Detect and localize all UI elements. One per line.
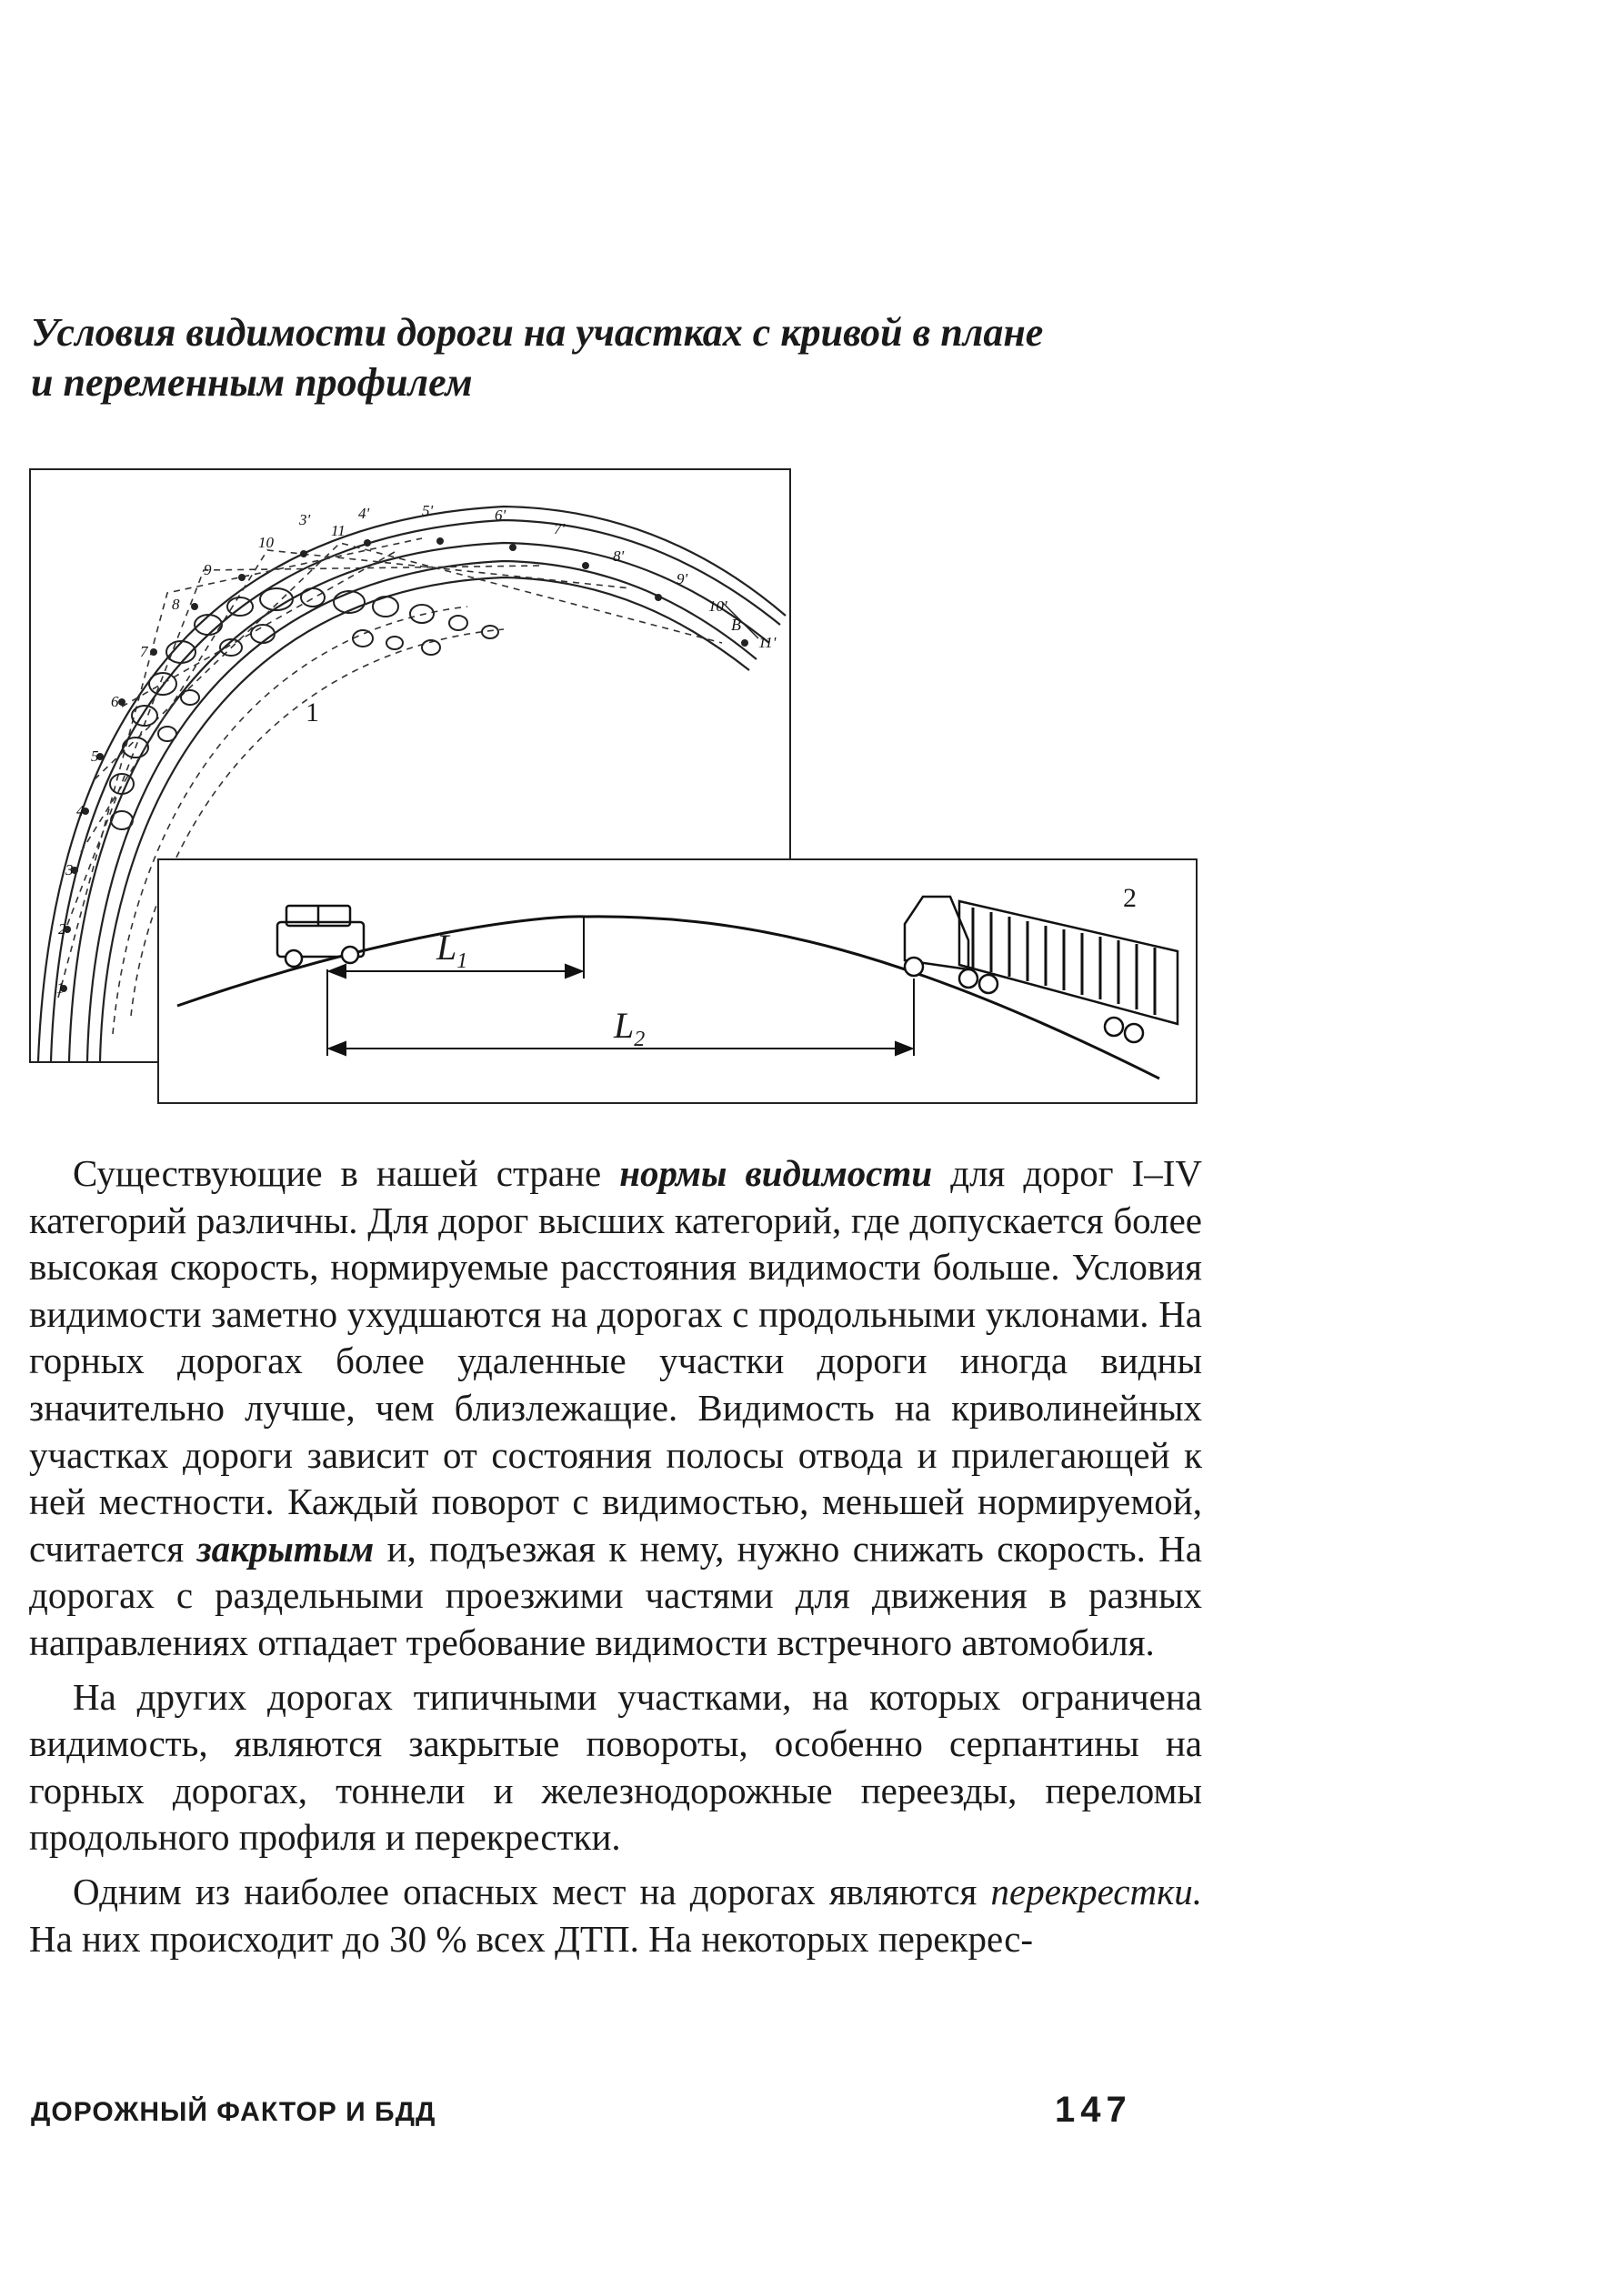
point-label: 1 xyxy=(56,979,65,997)
running-footer-section: ДОРОЖНЫЙ ФАКТОР И БДД xyxy=(31,2097,436,2127)
dimension-l2-label: $L_2$ xyxy=(614,1005,646,1051)
point-label: 9 xyxy=(204,561,212,578)
body-text xyxy=(29,1150,1202,1962)
point-label: 11' xyxy=(758,634,777,651)
point-label: 10 xyxy=(258,534,274,551)
point-label: 4' xyxy=(358,505,370,522)
bush xyxy=(386,637,403,649)
bush xyxy=(410,605,434,623)
point-label: 7' xyxy=(554,520,566,537)
bush xyxy=(111,811,133,829)
bush xyxy=(482,626,498,638)
bush xyxy=(301,588,325,607)
bush xyxy=(251,625,275,643)
point-label: 11 xyxy=(331,522,346,539)
point-label: 3' xyxy=(299,511,311,528)
paragraph-3: Одним из наиболее опасных мест на дорогах являются перекрестки. На них происходит до 30 % всех ДТП. На некоторых перекрес- xyxy=(29,1870,1202,1960)
paragraph-1: Существующие в нашей стране нормы видимости для дорог I–IV категорий различны. Для дорог высших категорий, где допускается более высокая скорость, нормируемые расстояния видимости больше. Условия видимости заметно ухудшаются на дорогах с продольными уклонами. На горных дорогах более удаленные участки дороги иногда видны значительно лучше, чем близлежащие. Видимость на криволинейных участках дороги зависит от состояния полосы отвода и прилегающей к ней местности. Каждый поворот с видимостью, меньшей нормируемой, считается закрытым и, подъезжая к нему, нужно снижать скорость. На дорогах с раздельными проезжими частями для движения в разных направлениях отпадает требование видимости встречного автомобиля. xyxy=(29,1152,1202,1663)
point-label: 5' xyxy=(422,502,434,519)
figure-caption-line-1: Условия видимости дороги на участках с кривой в плане xyxy=(31,310,1044,355)
point-label: 4 xyxy=(76,802,85,819)
paragraph-2: На других дорогах типичными участками, на которых ограничена видимость, являются закрытые повороты, особенно серпантины на горных дорогах, тоннели и железнодорожные переезды, переломы продольного профиля и перекрестки. xyxy=(29,1675,1202,1859)
point-label: 2 xyxy=(58,920,66,938)
bush xyxy=(110,774,134,794)
point-label: 7 xyxy=(140,643,148,660)
point-label: 8' xyxy=(613,547,625,565)
car-icon xyxy=(277,906,364,967)
bush xyxy=(449,616,467,630)
figure-variable-profile xyxy=(157,858,1198,1104)
point-label: 3 xyxy=(65,861,74,878)
page-number: 147 xyxy=(1055,2090,1132,2130)
figure-2-number: 2 xyxy=(1123,883,1137,913)
bush xyxy=(373,597,398,617)
sight-line-5 xyxy=(122,552,395,707)
bush xyxy=(227,597,253,616)
road-profile xyxy=(177,917,1159,1079)
dimension-l1-label: $L_1$ xyxy=(436,927,468,973)
point-label: 6' xyxy=(495,507,506,524)
road-width-label: B xyxy=(731,616,741,634)
figure-caption-line-2: и переменным профилем xyxy=(31,360,473,405)
figure-caption xyxy=(31,307,1204,407)
bush xyxy=(158,727,176,741)
truck-icon xyxy=(905,897,1178,1042)
bush xyxy=(353,630,373,647)
profile-drawing xyxy=(159,860,1196,1102)
point-label: 8 xyxy=(172,596,180,613)
point-label: 5 xyxy=(91,748,99,765)
point-label: 9' xyxy=(677,570,688,587)
sight-line-3 xyxy=(81,550,631,852)
point-label: 6 xyxy=(111,693,119,710)
bush xyxy=(181,690,199,705)
figure-1-number: 1 xyxy=(306,697,319,728)
point-label: 10' xyxy=(708,597,727,615)
